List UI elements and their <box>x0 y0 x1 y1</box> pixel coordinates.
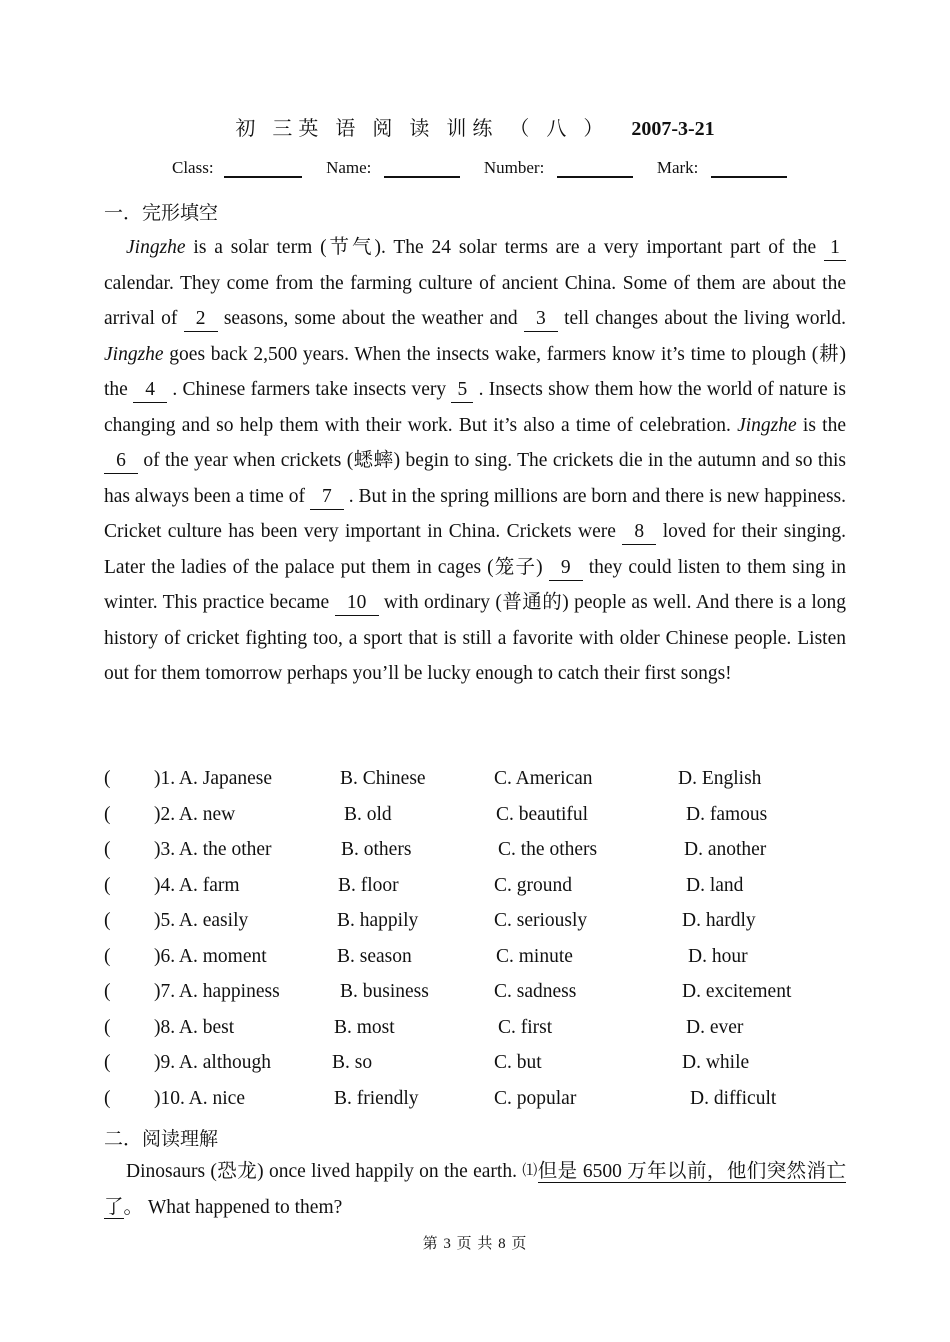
reading-intro <box>104 1154 846 1225</box>
question-option-a: )3. A. the other <box>154 839 272 860</box>
option-d: D. land <box>686 874 744 896</box>
answer-blank[interactable]: ( <box>104 981 111 1002</box>
answer-blank[interactable]: ( <box>104 945 111 967</box>
option-d: D. English <box>678 768 762 789</box>
passage-text: . Chinese farmers take insects very <box>167 379 452 400</box>
option-d: D. famous <box>686 803 768 825</box>
number-label: Number: <box>483 158 545 177</box>
question-option-a: )8. A. best <box>154 1016 235 1038</box>
passage-text: seasons, some about the weather and <box>217 308 524 329</box>
option-b: B. old <box>344 803 392 825</box>
passage-text: . Insects show them how the world of nature is changing and so help them with their work. But it’s also a time of celebration. <box>104 379 847 436</box>
question-row <box>104 835 864 871</box>
option-d: D. another <box>684 839 767 860</box>
class-field[interactable] <box>224 158 302 178</box>
class-label: Class: <box>172 158 214 177</box>
option-b: B. Chinese <box>340 768 426 789</box>
title-date: 2007-3-21 <box>631 118 715 140</box>
passage-text: tell changes about the living world. <box>557 308 846 329</box>
passage-text: loved for their singing. Later the ladies of the palace put them in cages (笼子) <box>104 521 846 578</box>
cloze-blank-6: 6 <box>104 449 138 474</box>
option-c: C. popular <box>494 1087 577 1109</box>
question-row <box>104 977 864 1013</box>
name-label: Name: <box>326 158 372 177</box>
question-option-a: )2. A. new <box>154 803 236 825</box>
term-jingzhe: Jingzhe <box>737 414 797 436</box>
option-c: C. first <box>498 1016 553 1038</box>
intro-text: Dinosaurs (恐龙) once lived happily on the earth. <box>126 1161 523 1182</box>
answer-blank[interactable]: ( <box>104 910 111 931</box>
question-row <box>104 871 864 907</box>
question-list <box>104 764 864 1119</box>
option-c: C. but <box>494 1052 542 1073</box>
question-row <box>104 1048 864 1084</box>
answer-blank[interactable]: ( <box>104 839 111 860</box>
question-option-a: )7. A. happiness <box>154 981 280 1002</box>
page-title <box>0 112 950 141</box>
option-b: B. so <box>332 1052 373 1073</box>
passage-text: is a solar term (节气). The 24 solar terms are a very important part of the <box>185 237 824 258</box>
passage-text: they could listen to them sing in winter. This practice became <box>104 556 846 613</box>
question-row <box>104 1084 864 1120</box>
cloze-blank-3: 3 <box>524 307 558 332</box>
passage-text: calendar. They come from the farming culture of ancient China. Some of them are about the arrival of <box>104 272 846 329</box>
option-c: C. ground <box>494 874 572 896</box>
question-option-a: )9. A. although <box>154 1052 271 1073</box>
cloze-blank-8: 8 <box>622 520 656 545</box>
name-field[interactable] <box>384 158 460 178</box>
question-option-a: )10. A. nice <box>154 1087 245 1109</box>
cloze-blank-5: 5 <box>451 378 473 403</box>
question-option-a: )1. A. Japanese <box>154 768 273 789</box>
question-option-a: )6. A. moment <box>154 945 267 967</box>
option-b: B. floor <box>338 874 399 896</box>
cloze-passage <box>104 230 846 692</box>
cloze-blank-7: 7 <box>310 485 344 510</box>
option-d: D. excitement <box>682 981 792 1002</box>
term-jingzhe: Jingzhe <box>104 343 164 365</box>
cloze-blank-10: 10 <box>335 591 379 616</box>
option-c: C. American <box>494 768 593 789</box>
question-option-a: )4. A. farm <box>154 874 240 896</box>
underlined-sentence: 但是 6500 万年以前，他们突然消亡了 <box>104 1161 846 1218</box>
option-d: D. ever <box>686 1016 744 1038</box>
answer-blank[interactable]: ( <box>104 1016 111 1038</box>
section-heading-reading: 二．阅读理解 <box>104 1129 219 1150</box>
option-b: B. happily <box>337 910 419 931</box>
question-option-a: )5. A. easily <box>154 910 249 931</box>
option-b: B. most <box>334 1016 395 1038</box>
option-b: B. friendly <box>334 1087 419 1109</box>
option-c: C. sadness <box>494 981 577 1002</box>
option-c: C. beautiful <box>496 803 589 825</box>
option-c: C. seriously <box>494 910 588 931</box>
option-d: D. hour <box>688 945 748 967</box>
option-b: B. season <box>337 945 412 967</box>
passage-text: of the year when crickets (蟋蟀) begin to sing. The crickets die in the autumn and so this has always been a time of <box>104 450 846 507</box>
passage-text: with ordinary (普通的) people as well. And there is a long history of cricket fighting too, a sport that is still a favorite with older Chinese people. Listen out for them tomorrow perhaps you’ll be lucky enough to catch their first songs! <box>104 592 846 684</box>
question-row <box>104 942 864 978</box>
section-heading-cloze: 一．完形填空 <box>104 203 219 224</box>
question-row <box>104 906 864 942</box>
option-b: B. others <box>341 839 412 860</box>
title-chinese: 初 三英 语 阅 读 训练 （ 八 ） <box>235 118 610 140</box>
question-row <box>104 764 864 800</box>
option-d: D. difficult <box>690 1087 777 1109</box>
answer-blank[interactable]: ( <box>104 1052 111 1073</box>
question-row <box>104 1013 864 1049</box>
passage-text: . But in the spring millions are born and there is new happiness. Cricket culture has been very important in China. Crickets were <box>104 485 846 542</box>
answer-blank[interactable]: ( <box>104 803 111 825</box>
mark-field[interactable] <box>711 158 787 178</box>
cloze-blank-9: 9 <box>549 556 583 581</box>
page-footer: 第 3 页 共 8 页 <box>422 1236 528 1252</box>
option-d: D. while <box>682 1052 750 1073</box>
student-info-row <box>172 158 807 178</box>
option-c: C. the others <box>498 839 598 860</box>
question-row <box>104 800 864 836</box>
passage-text: is the <box>796 414 846 436</box>
answer-blank[interactable]: ( <box>104 768 111 789</box>
intro-end: 。 What happened to them? <box>123 1196 343 1218</box>
term-jingzhe: Jingzhe <box>126 237 186 258</box>
mark-label: Mark: <box>656 158 699 177</box>
option-b: B. business <box>340 981 429 1002</box>
answer-blank[interactable]: ( <box>104 1087 111 1109</box>
option-d: D. hardly <box>682 910 756 931</box>
cloze-blank-1: 1 <box>824 236 846 261</box>
cloze-blank-2: 2 <box>184 307 218 332</box>
option-c: C. minute <box>496 945 573 967</box>
question-marker: ⑴ <box>522 1163 538 1179</box>
number-field[interactable] <box>557 158 633 178</box>
cloze-blank-4: 4 <box>133 378 167 403</box>
answer-blank[interactable]: ( <box>104 874 111 896</box>
passage-text: goes back 2,500 years. When the insects wake, farmers know it’s time to plough (耕) the <box>104 343 846 400</box>
